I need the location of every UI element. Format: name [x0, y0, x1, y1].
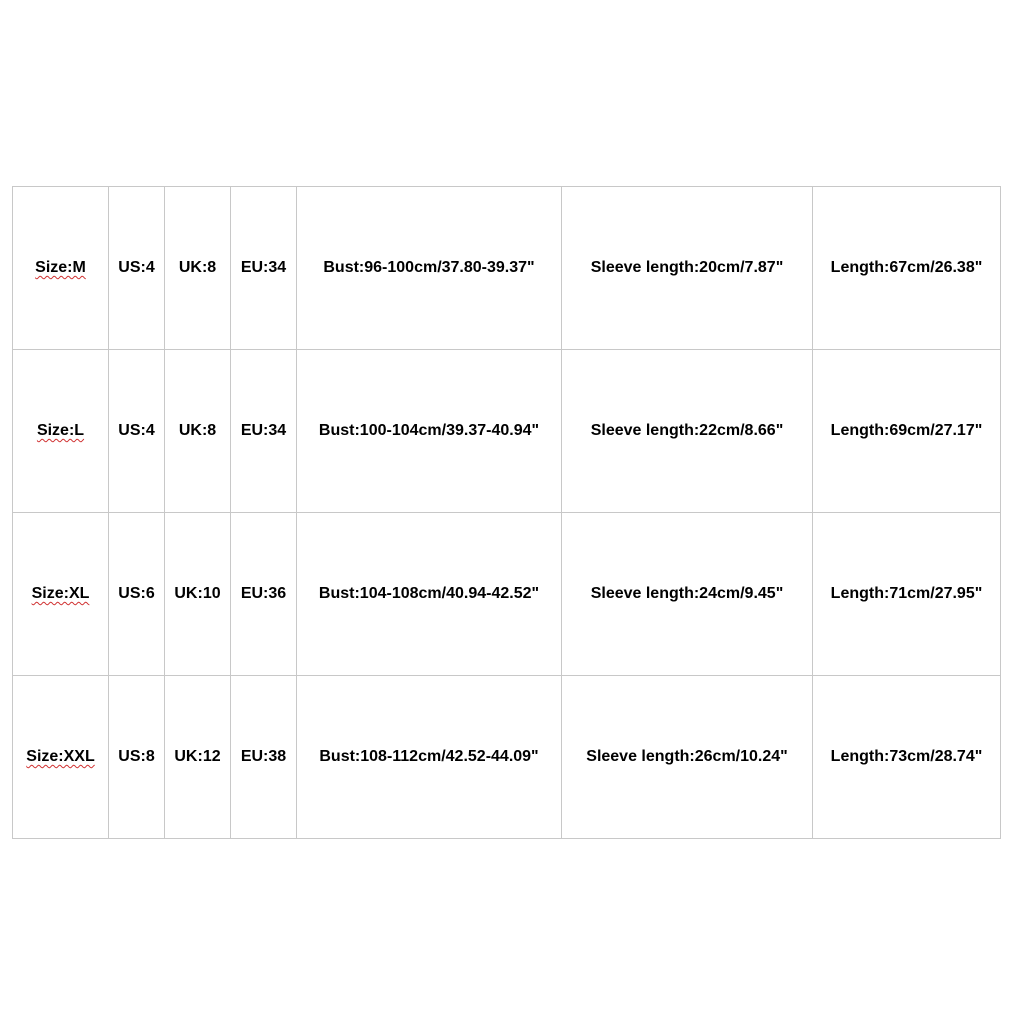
sleeve-length-value: Sleeve length:20cm/7.87" — [590, 259, 784, 276]
uk-size-value: UK:12 — [174, 748, 221, 765]
length-value: Length:67cm/26.38" — [830, 259, 983, 276]
uk-size-cell — [165, 513, 231, 676]
length-value: Length:69cm/27.17" — [830, 422, 983, 439]
eu-size-cell — [231, 187, 297, 350]
table-row — [13, 187, 1001, 350]
eu-size-cell — [231, 676, 297, 839]
size-cell — [13, 350, 109, 513]
bust-value: Bust:104-108cm/40.94-42.52" — [318, 585, 540, 602]
bust-cell — [297, 187, 562, 350]
size-cell — [13, 187, 109, 350]
uk-size-cell — [165, 187, 231, 350]
length-value: Length:73cm/28.74" — [830, 748, 983, 765]
length-cell — [813, 676, 1001, 839]
length-cell — [813, 513, 1001, 676]
sleeve-length-cell — [562, 676, 813, 839]
us-size-cell — [109, 513, 165, 676]
size-label: Size:M — [35, 259, 86, 276]
eu-size-cell — [231, 513, 297, 676]
sleeve-length-value: Sleeve length:22cm/8.66" — [590, 422, 784, 439]
length-cell — [813, 350, 1001, 513]
eu-size-value: EU:34 — [240, 422, 287, 439]
table-row — [13, 676, 1001, 839]
sleeve-length-value: Sleeve length:24cm/9.45" — [590, 585, 784, 602]
bust-value: Bust:108-112cm/42.52-44.09" — [319, 748, 539, 765]
us-size-value: US:4 — [118, 422, 155, 439]
sleeve-length-value: Sleeve length:26cm/10.24" — [586, 748, 788, 765]
eu-size-value: EU:38 — [240, 748, 287, 765]
bust-cell — [297, 350, 562, 513]
bust-cell — [297, 676, 562, 839]
uk-size-value: UK:8 — [178, 259, 217, 276]
size-label: Size:L — [36, 422, 85, 439]
size-label: Size:XL — [31, 585, 90, 602]
size-label: Size:XXL — [26, 748, 95, 765]
us-size-cell — [109, 676, 165, 839]
length-cell — [813, 187, 1001, 350]
length-value: Length:71cm/27.95" — [830, 585, 983, 602]
bust-value: Bust:100-104cm/39.37-40.94" — [318, 422, 540, 439]
eu-size-value: EU:34 — [240, 259, 287, 276]
uk-size-cell — [165, 676, 231, 839]
eu-size-cell — [231, 350, 297, 513]
uk-size-cell — [165, 350, 231, 513]
us-size-value: US:4 — [118, 259, 155, 276]
sleeve-length-cell — [562, 350, 813, 513]
eu-size-value: EU:36 — [240, 585, 287, 602]
size-cell — [13, 513, 109, 676]
us-size-cell — [109, 187, 165, 350]
sleeve-length-cell — [562, 513, 813, 676]
bust-cell — [297, 513, 562, 676]
us-size-value: US:8 — [118, 748, 155, 765]
size-cell — [13, 676, 109, 839]
uk-size-value: UK:8 — [178, 422, 217, 439]
table-row — [13, 513, 1001, 676]
us-size-value: US:6 — [118, 585, 155, 602]
uk-size-value: UK:10 — [174, 585, 221, 602]
sleeve-length-cell — [562, 187, 813, 350]
size-chart-table — [12, 186, 1001, 839]
us-size-cell — [109, 350, 165, 513]
table-row — [13, 350, 1001, 513]
bust-value: Bust:96-100cm/37.80-39.37" — [323, 259, 535, 276]
